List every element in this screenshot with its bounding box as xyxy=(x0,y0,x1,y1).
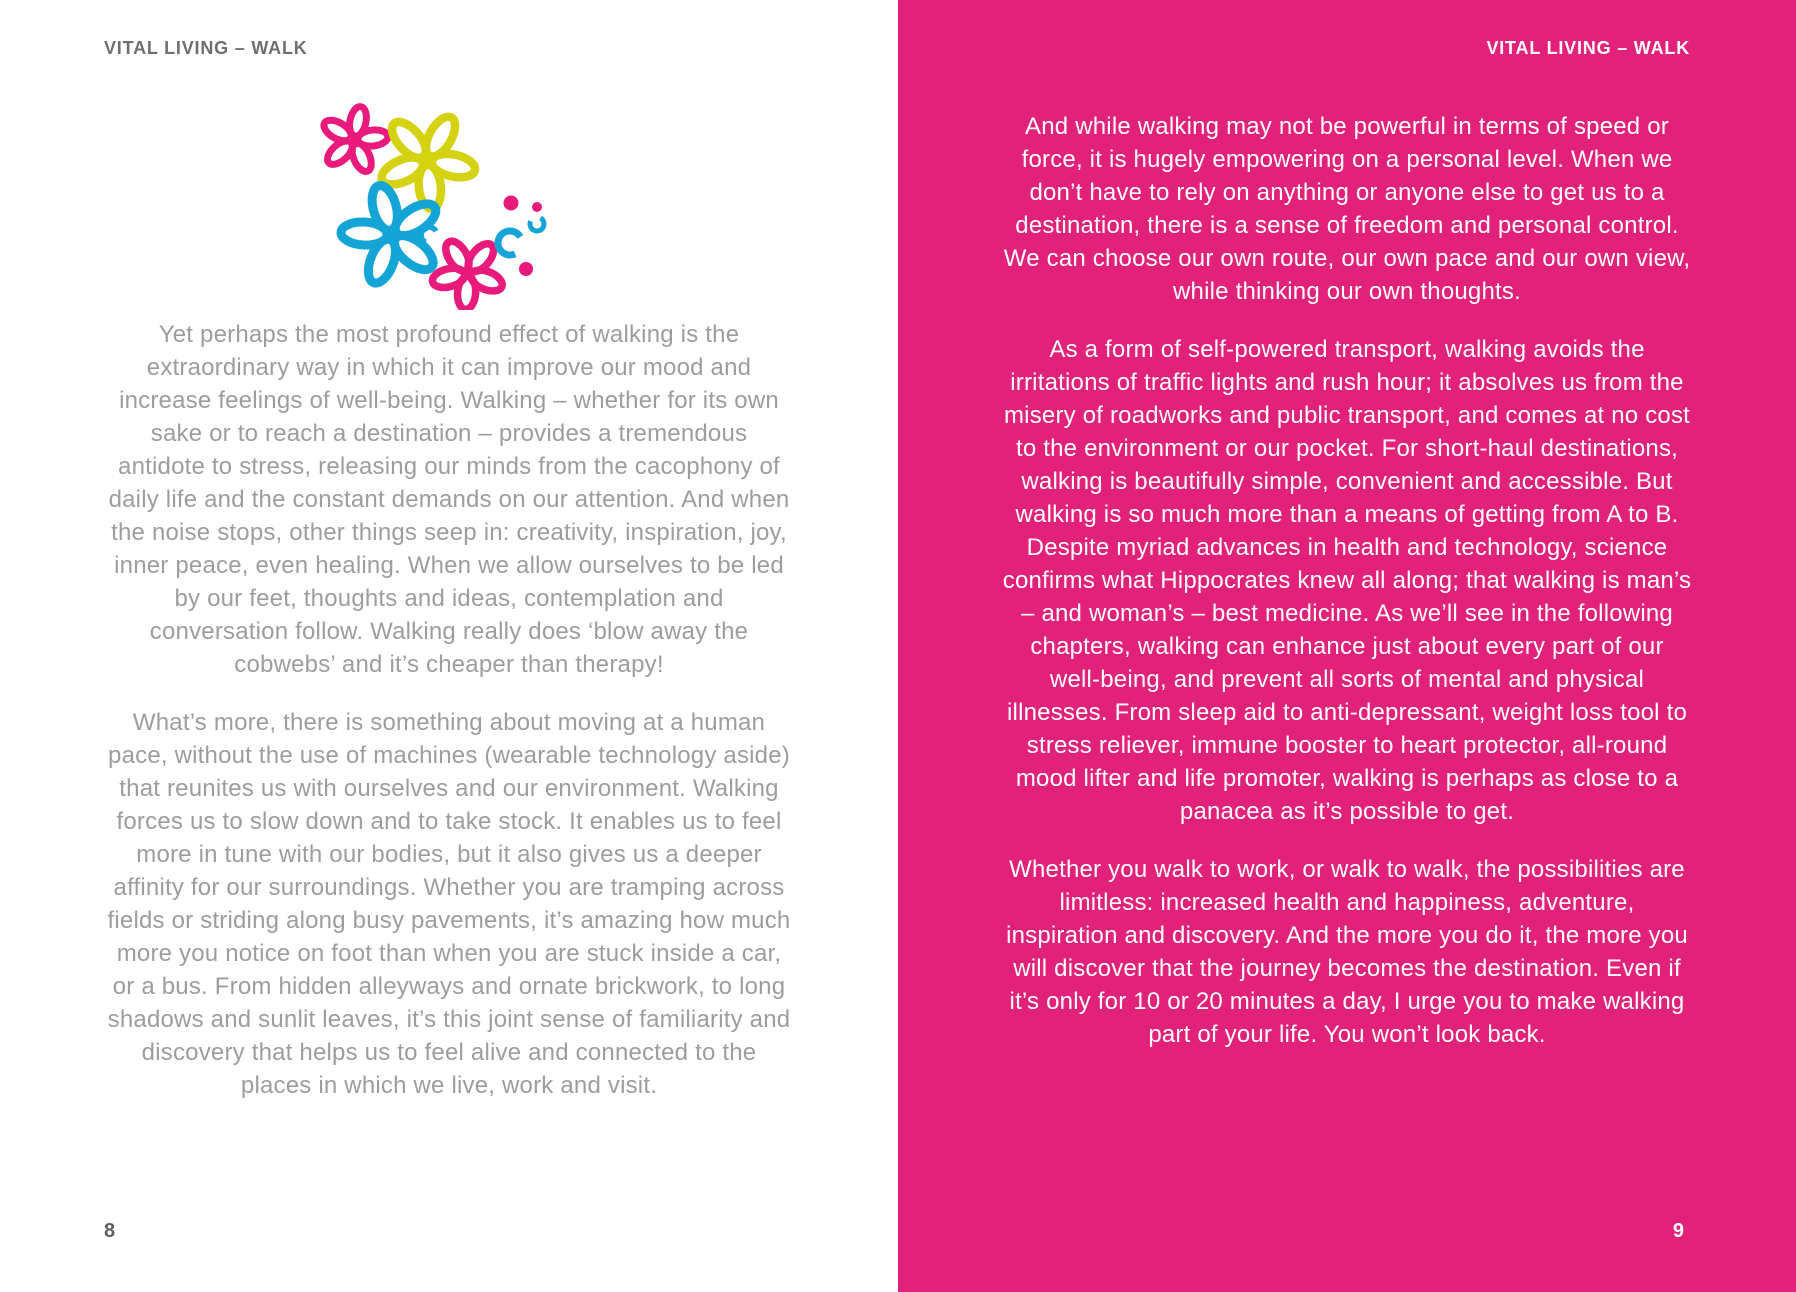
page-header-left: VITAL LIVING – WALK xyxy=(104,38,308,58)
paragraph-left-1: Yet perhaps the most profound effect of walking is the extraordinary way in which it can improve our mood and increase feelings of well-being. Walking – whether for its own sake or to reach a destination – provides a tremendous antidote to stress, releasing our minds from the cacophony of daily life and the constant demands on our attention. And when the noise stops, other things seep in: creativity, inspiration, joy, inner peace, even healing. When we allow ourselves to be led by our feet, thoughts and ideas, contemplation and conversation follow. Walking really does ‘blow away the cobwebs’ and it’s cheaper than therapy! xyxy=(108,321,790,678)
paragraph-left-2: What’s more, there is something about moving at a human pace, without the use of machines (wearable technology aside) that reunites us with ourselves and our environment. Walking forces us to slow down and to take stock. It enables us to feel more in tune with our bodies, but it also gives us a deeper affinity for our surroundings. Whether you are tramping across fields or striding along busy pavements, it’s amazing how much more you notice on foot than when you are stuck inside a car, or a bus. From hidden alleyways and ornate brickwork, to long shadows and sunlit leaves, it’s this joint sense of familiarity and discovery that helps us to feel alive and connected to the places in which we live, work and visit. xyxy=(107,709,791,1099)
paragraph-right-1: And while walking may not be powerful in terms of speed or force, it is hugely empowering on a personal level. When we don’t have to rely on anything or anyone else to get us to a destination, there is a sense of freedom and personal control. We can choose our own route, our own pace and our own view, while thinking our own thoughts. xyxy=(1003,113,1691,305)
body-text-right xyxy=(1002,110,1692,1076)
page-number-right: 9 xyxy=(1672,1220,1684,1242)
flower-cluster-illustration xyxy=(298,82,566,310)
paragraph-right-2: As a form of self-powered transport, walking avoids the irritations of traffic lights and rush hour; it absolves us from the misery of roadworks and public transport, and comes at no cost to the environment or our pocket. For short-haul destinations, walking is beautifully simple, convenient and accessible. But walking is so much more than a means of getting from A to B. Despite myriad advances in health and technology, science confirms what Hippocrates knew all along; that walking is man’s – and woman’s – best medicine. As we’ll see in the following chapters, walking can enhance just about every part of our well-being, and prevent all sorts of mental and physical illnesses. From sleep aid to anti-depressant, weight loss tool to stress reliever, immune booster to heart protector, all-round mood lifter and life promoter, walking is perhaps as close to a panacea as it’s possible to get. xyxy=(1002,336,1692,825)
paragraph-right-3: Whether you walk to work, or walk to walk, the possibilities are limitless: increased health and happiness, adventure, inspiration and discovery. And the more you do it, the more you will discover that the journey becomes the destination. Even if it’s only for 10 or 20 minutes a day, I urge you to make walking part of your life. You won’t look back. xyxy=(1006,856,1688,1048)
flowers-icon xyxy=(298,82,566,310)
page-right xyxy=(898,0,1796,1292)
page-header-right: VITAL LIVING – WALK xyxy=(1486,38,1690,58)
page-number-left: 8 xyxy=(104,1220,116,1242)
body-text-left xyxy=(104,318,794,1127)
